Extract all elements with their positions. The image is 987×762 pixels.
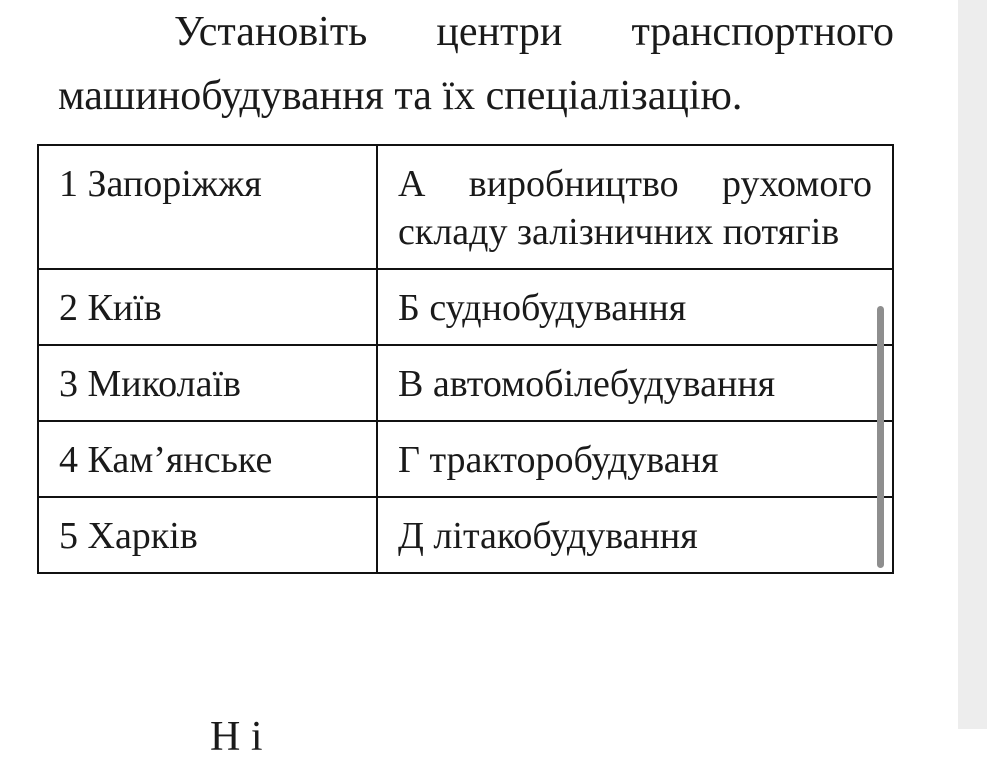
city-cell: 3 Миколаїв bbox=[38, 345, 377, 421]
specialization-cell bbox=[377, 345, 893, 421]
city-cell: 2 Київ bbox=[38, 269, 377, 345]
specialization-text: В автомобілебудування bbox=[398, 363, 776, 405]
table-row bbox=[38, 421, 893, 497]
matching-table bbox=[37, 144, 894, 574]
specialization-cell bbox=[377, 421, 893, 497]
table-row bbox=[38, 145, 893, 269]
city-cell: 5 Харків bbox=[38, 497, 377, 573]
specialization-cell bbox=[377, 145, 893, 269]
specialization-text: А виробництво рухомого складу залізничних потягів bbox=[398, 163, 872, 253]
city-cell: 1 Запоріжжя bbox=[38, 145, 377, 269]
specialization-text: Д літакобудування bbox=[398, 515, 698, 557]
table-row bbox=[38, 345, 893, 421]
task-instruction: Установіть центри транспортного машинобудування та їх спеціалізацію. bbox=[58, 9, 894, 119]
specialization-text: Б суднобудування bbox=[398, 287, 687, 329]
scrollbar-thumb[interactable] bbox=[877, 306, 884, 568]
table-row bbox=[38, 497, 893, 573]
specialization-text: Г тракторобудуваня bbox=[398, 439, 719, 481]
specialization-cell bbox=[377, 497, 893, 573]
next-line-fragment: Н і bbox=[210, 714, 263, 760]
side-panel bbox=[958, 0, 987, 729]
specialization-cell bbox=[377, 269, 893, 345]
table-row bbox=[38, 269, 893, 345]
city-cell: 4 Кам’янське bbox=[38, 421, 377, 497]
